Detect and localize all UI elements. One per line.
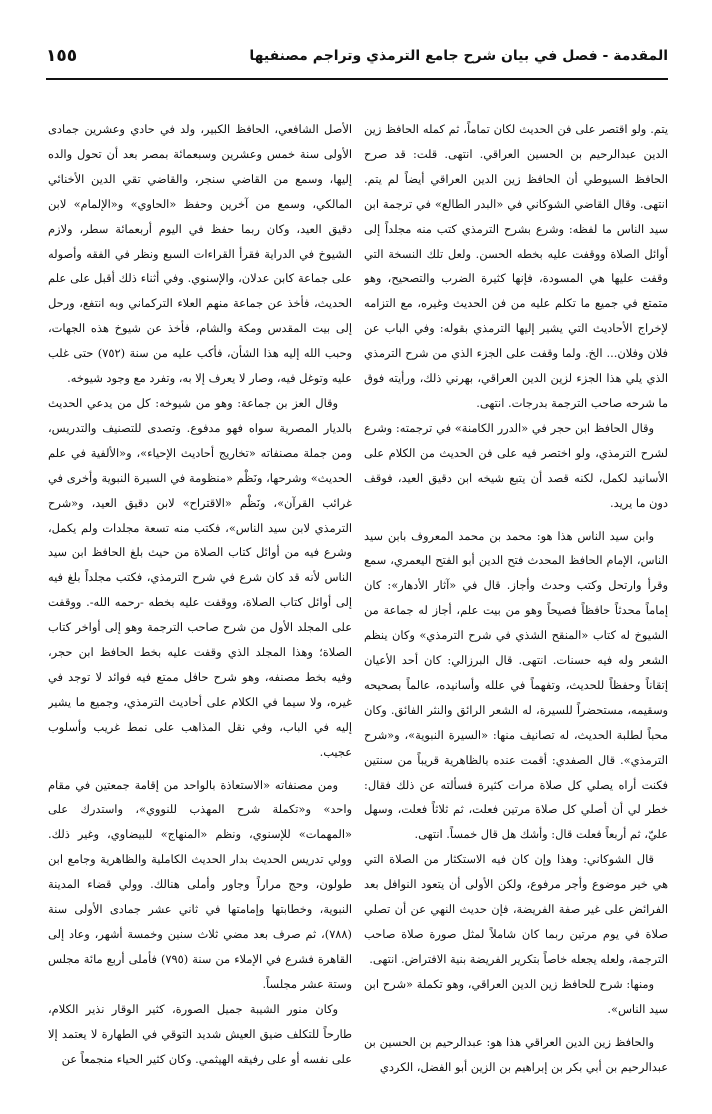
paragraph: وابن سيد الناس هذا هو: محمد بن محمد المعروف بابن سيد الناس، الإمام الحافظ المحدث فتح الدين أبو الفتح اليعمري، سمع وقرأ وارتحل وكتب وحدث وأجاز. قال في «آثار الأدهار»: كان إماماً محدثاً حافظاً فصيحاً وهو من بيت علم، أجاز له جماعة من الشيوخ له كتاب «المنقح الشذي في شرح الترمذي» وكان ينظم الشعر وله فيه حسنات. انتهى. قال البرزالي: كان أحد الأعيان إتقاناً وحفظاً للحديث، وتفهماً في علله وأسانيده، عالماً بصحيحه وسقيمه، مستحضراً للسيرة، له الشعر الرائق والنثر الفائق. وكان محباً لطلبة الحديث، له تصانيف منها: «السيرة النبوية»، و«شرح الترمذي». قال الصفدي: أقمت عنده بالظاهرية قريباً من سنتين فكنت أراه يصلي كل صلاة مرات كثيرة فسألته عن ذلك فقال: خطر لي أن أصلي كل صلاة مرتين فعلت، ثم ثلاثاً فعلت، وسهل عليّ، ثم أربعاً فعلت قال: وأشك هل قال خمساً. انتهى. [364,528,668,842]
paragraph: وكان منور الشيبة جميل الصورة، كثير الوقار نذير الكلام، طارحاً للتكلف ضيق العيش شديد التوقي في الطهارة لا يعتمد إلا على نفسه أو على رفيقه الهيثمي. وكان كثير الحياء منجمعاً عن [48,1001,352,1066]
left-column [48,117,352,1087]
paragraph: ومنها: شرح للحافظ زين الدين العراقي، وهو تكملة «شرح ابن سيد الناس». [364,976,668,1016]
paragraph: وقال الحافظ ابن حجر في «الدرر الكامنة» في ترجمته: وشرع لشرح الترمذي، ولو اختصر فيه على فن الحديث من الكلام على الأسانيد لكمل، لكنه قصد أن يتبع شيخه ابن دقيق العيد، فوقف دون ما يريد. [364,420,668,510]
running-title: المقدمة - فصل في بيان شرح جامع الترمذي وتراجم مصنفيها [249,48,668,64]
paragraph: ومن مصنفاته «الاستعاذة بالواحد من إقامة جمعتين في مقام واحد» و«تكملة شرح المهذب للنووي»، واستدرك على «المهمات» للإسنوي، ونظم «المنهاج» للبيضاوي، وغير ذلك. وولي تدريس الحديث بدار الحديث الكاملية والظاهرية وجامع ابن طولون، وحج مراراً وجاور وأملى هنالك. وولي قضاء المدينة النبوية، وخطابتها وإمامتها في ثاني عشر جمادى الأولى سنة (٧٨٨)، ثم صرف بعد مضي ثلاث سنين وخمسة أشهر، وعاد إلى القاهرة فشرع في الإملاء من سنة (٧٩٥) فأملى أربع مائة مجلس وستة عشر مجلساً. [48,777,352,991]
page-header [46,42,668,70]
right-column [364,117,668,1087]
paragraph: وقال العز بن جماعة: وهو من شيوخه: كل من يدعي الحديث بالديار المصرية سواه فهو مدفوع. وتصدى للتصنيف والتدريس، ومن جملة مصنفاته «تخاريج أحاديث الإحياء»، و«الألفية في علم الحديث» وشرحها، ونَظْم «منظومة في السيرة النبوية وأخرى في غرائب القرآن»، ونَظْم «الاقتراح» لابن دقيق العيد، و«شرح الترمذي لابن سيد الناس»، فكتب منه تسعة مجلدات ولم يكمل، وشرع فيه من أوائل كتاب الصلاة من حيث بلغ الحافظ ابن سيد الناس لأنه قد كان شرع في شرح الترمذي، فكتب مجلداً بلغ فيه إلى أوائل كتاب الصلاة، ووقفت عليه بخطه -رحمه الله-. ووقفت على المجلد الأول من شرح صاحب الترجمة وهو إلى أواخر كتاب الصلاة؛ وهذا المجلد الذي وقفت عليه بخط الحافظ ابن حجر، وفيه بخط مصنفه، وهو شرح حافل ممتع فيه فوائد لا توجد في غيره، ولا سيما في الكلام على أحاديث الترمذي، وجميع ما يشير إليه في الباب، وفي نقل المذاهب على نمط غريب وأسلوب عجيب. [48,395,352,759]
paragraph: الأصل الشافعي، الحافظ الكبير، ولد في حادي وعشرين جمادى الأولى سنة خمس وعشرين وسبعمائة بمصر بعد أن تحول والده إليها، وسمع من القاضي سنجر، والقاضي تقي الدين الأخنائي المالكي، وسمع من آخرين وحفظ «الحاوي» و«الإلمام» لابن دقيق العيد، وكان ربما حفظ في اليوم أربعمائة سطر، ولازم الشيوخ في الدراية فقرأ القراءات السبع ونظر في الفقه وأصوله على جماعة كابن عدلان، والإسنوي. وفي أثناء ذلك أقبل على علم الحديث، فأخذ عن جماعة منهم العلاء التركماني وبه انتفع، ورحل إلى بيت المقدس ومكة والشام، فأخذ عن شيوخ هذه الجهات، وحبب الله إليه هذا الشأن، فأكب عليه من سنة (٧٥٢) حتى غلب عليه وتوغل فيه، وصار لا يعرف إلا به، وتفرد مع وجود شيوخه. [48,122,352,386]
paragraph: والحافظ زين الدين العراقي هذا هو: عبدالرحيم بن الحسين بن عبدالرحيم بن أبي بكر بن إبراهيم بن الزين أبو الفضل، الكردي [364,1034,668,1074]
header-rule [46,78,668,80]
paragraph: يتم. ولو اقتصر على فن الحديث لكان تماماً، ثم كمله الحافظ زين الدين عبدالرحيم بن الحسين العراقي. انتهى. قلت: قد صرح الحافظ السيوطي أن الحافظ زين الدين العراقي أيضاً لم يتم. انتهى. وقال القاضي الشوكاني في «البدر الطالع» في ترجمة ابن سيد الناس ما لفظه: وشرع بشرح الترمذي كتب منه مجلداً إلى أوائل الصلاة ووقفت عليه بخطه الحسن. ولعل تلك النسخة التي وقفت عليها هي المسودة، فإنها كثيرة الضرب والتصحيح، وهو متمتع في جميع ما تكلم عليه من فن الحديث وغيره، مع التزامه لإخراج الأحاديث التي يشير إليها الترمذي بقوله: وفي الباب عن فلان وفلان... الخ. ولما وقفت على الجزء الذي من شرح الترمذي الذي يلي هذا الجزء لزين الدين العراقي، بهرني ذلك، ورأيته فوق ما شرحه صاحب الترجمة بدرجات. انتهى. [364,122,668,410]
paragraph: قال الشوكاني: وهذا وإن كان فيه الاستكثار من الصلاة التي هي خير موضوع وأجر مرفوع، ولكن الأولى أن يتعود النوافل بعد الفرائض على غير صفة الفريضة، فإن حديث النهي عن أن تصلي صلاة في يوم مرتين ربما كان شاملاً لمثل صورة صلاة صاحب الترجمة، ولعله يجعله خاصاً بتكرير الفريضة بنية الافتراض. انتهى. [364,852,668,966]
page-number: ١٥٥ [46,46,78,66]
